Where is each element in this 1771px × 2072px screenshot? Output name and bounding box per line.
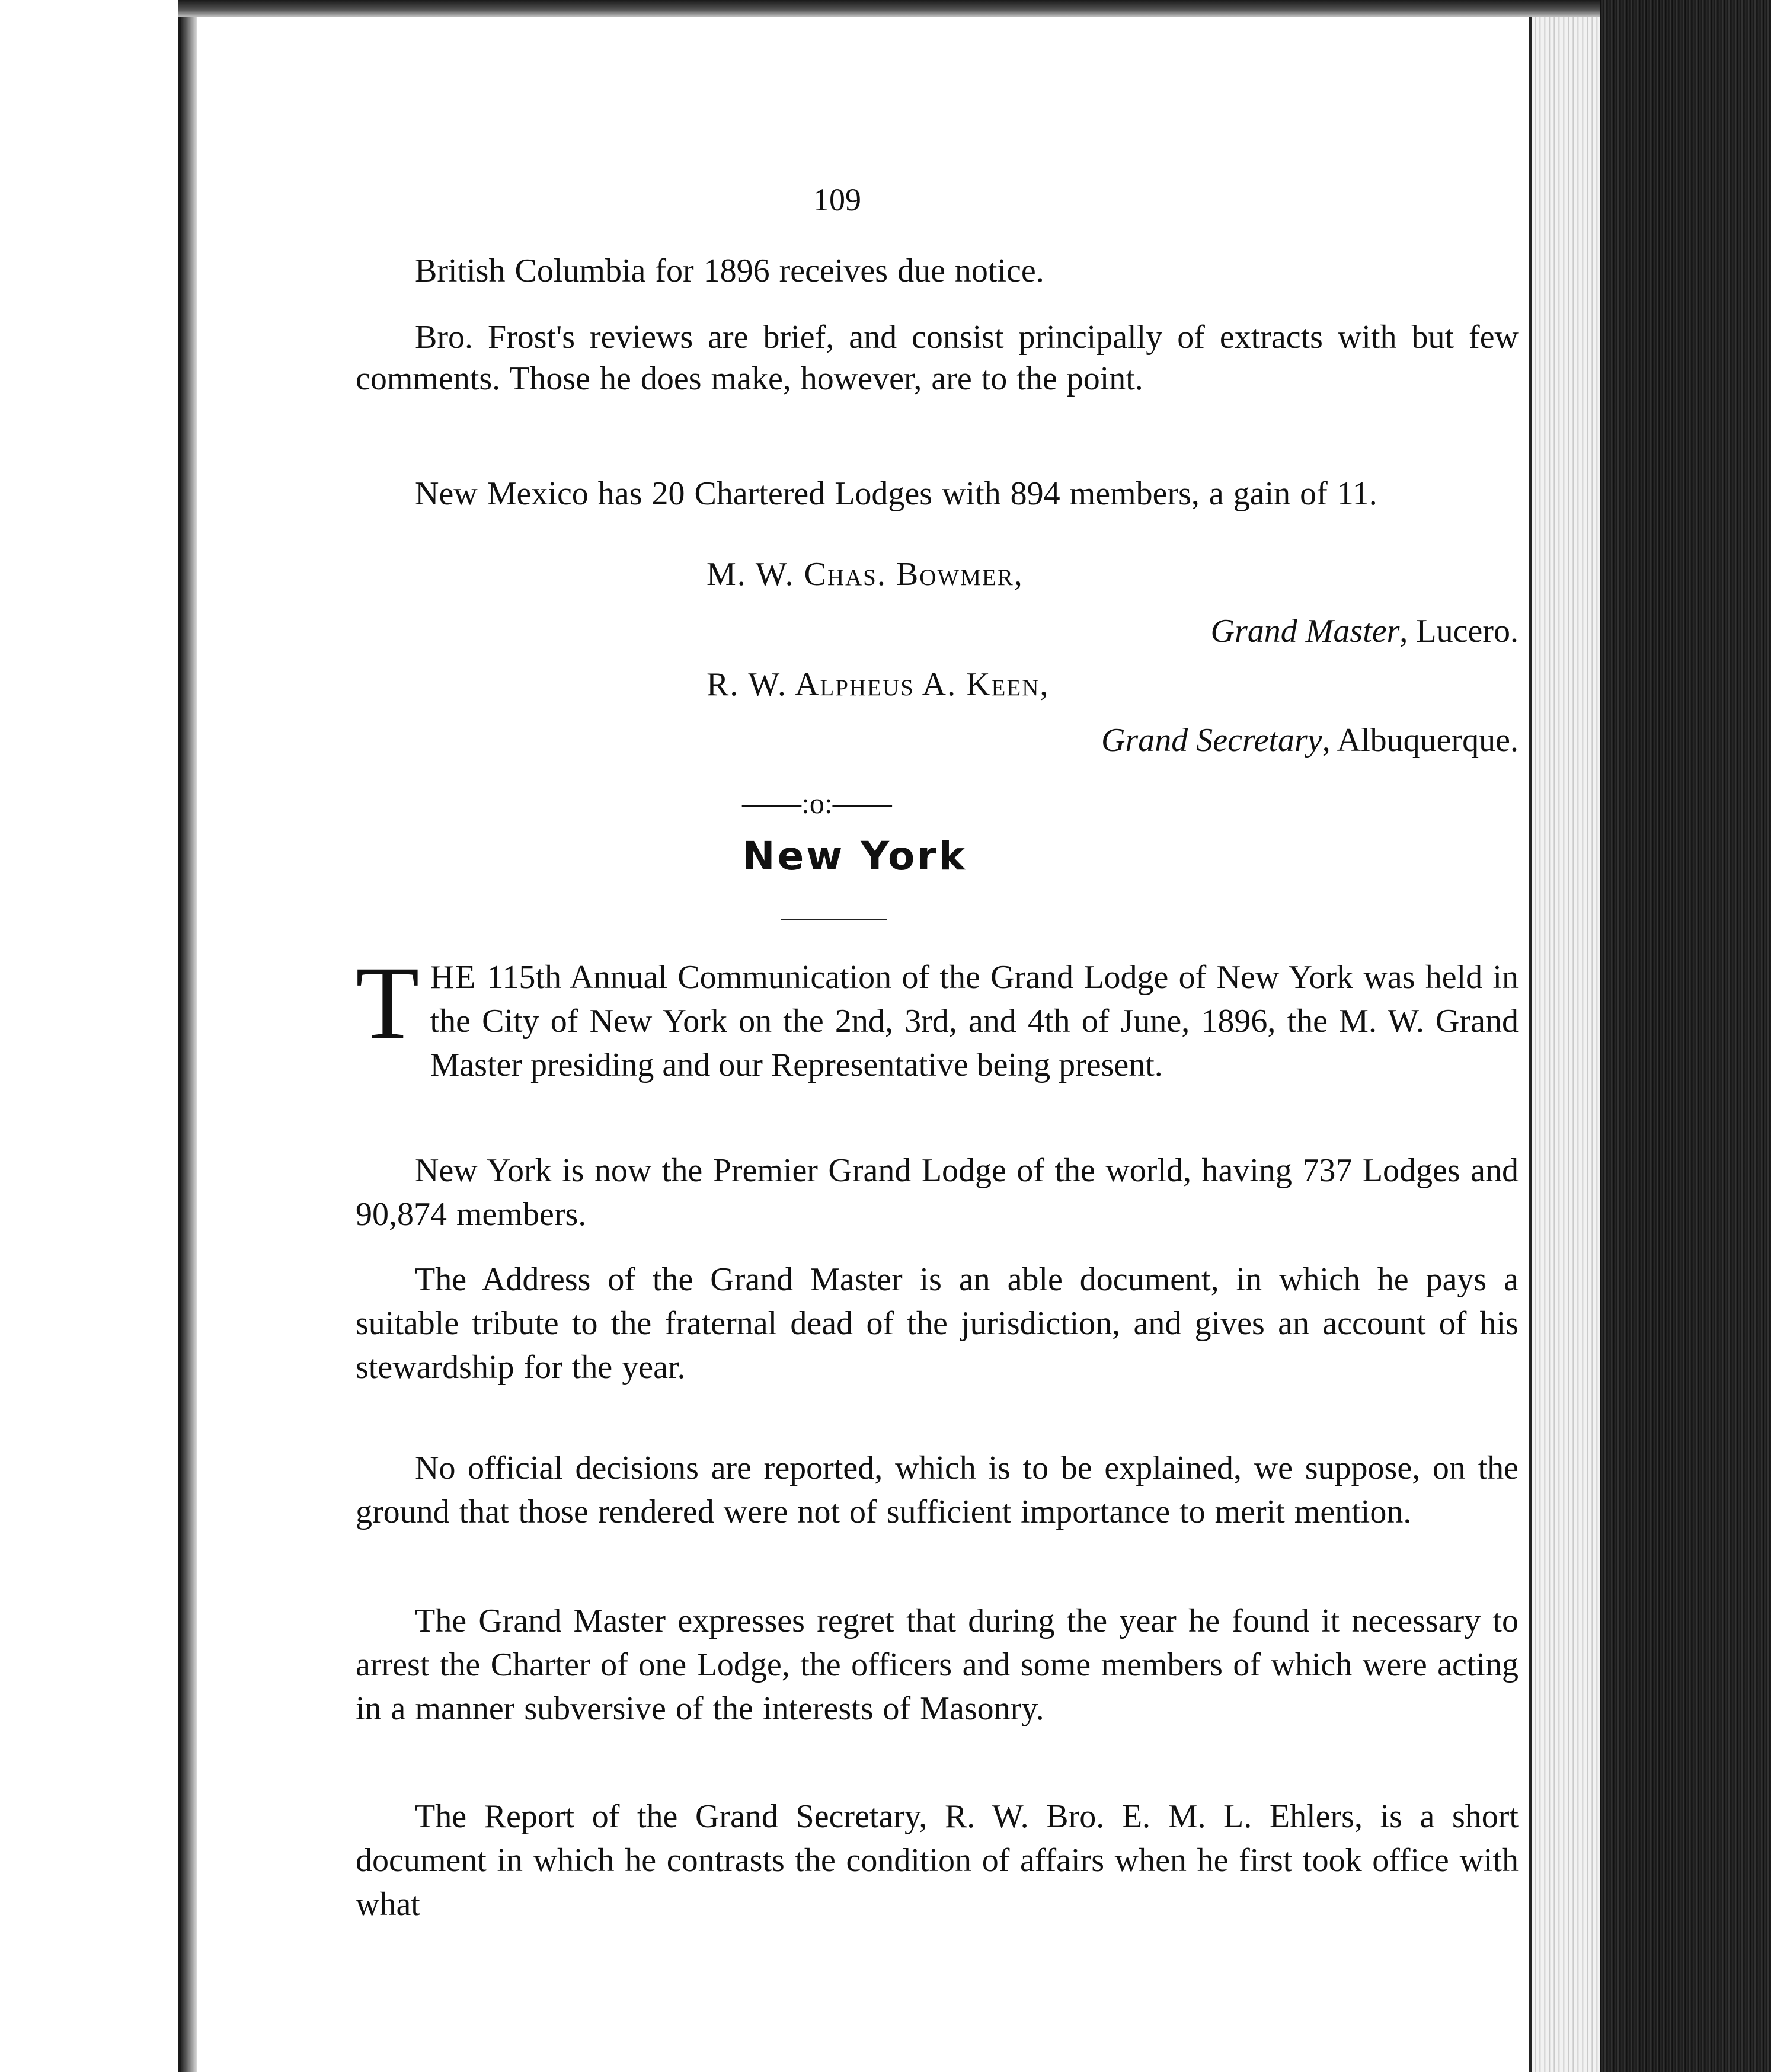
section-title: New York (742, 833, 967, 879)
page-number: 109 (813, 182, 861, 218)
left-page-edge (0, 0, 181, 2072)
page-top-edge (178, 0, 1600, 17)
drop-cap: T (356, 945, 420, 1061)
signature-title-grand-master (1211, 609, 1519, 653)
book-cover-edge (1600, 0, 1771, 2072)
book-page (197, 17, 1529, 2072)
signature-place: , Lucero. (1399, 613, 1519, 650)
signature-title-grand-secretary (1101, 718, 1519, 762)
paragraph-british-columbia: British Columbia for 1896 receives due notice. (415, 252, 1044, 289)
paragraph-grand-secretary-report: The Report of the Grand Secretary, R. W. Bro. E. M. L. Ehlers, is a short document in which he contrasts the condition of affairs when he first took office with what (356, 1798, 1519, 1923)
paragraph-bro-frost: Bro. Frost's reviews are brief, and consist principally of extracts with but few comments. Those he does make, however, are to the point. (356, 319, 1519, 397)
signature-name-grand-master: M. W. Chas. Bowmer, (707, 556, 1024, 593)
page-stack-edges (1529, 17, 1603, 2072)
section-separator: ——:o:—— (742, 786, 892, 820)
lead-word: HE (430, 959, 477, 996)
paragraph-charter-arrest: The Grand Master expresses regret that during the year he found it necessary to arrest the Charter of one Lodge, the officers and some members of which were acting in a manner subversive of the interests of Masonry. (356, 1603, 1519, 1727)
signature-place: , Albuquerque. (1322, 722, 1519, 759)
signature-role: Grand Secretary (1101, 722, 1322, 759)
paragraph-grand-master-address: The Address of the Grand Master is an able document, in which he pays a suitable tribute to the fraternal dead of the jurisdiction, and gives an account of his stewardship for the year. (356, 1261, 1519, 1386)
signature-name-grand-secretary: R. W. Alpheus A. Keen, (707, 666, 1050, 703)
paragraph-annual-communication (356, 945, 1519, 1087)
signature-role: Grand Master (1210, 613, 1400, 650)
title-underline (781, 919, 887, 920)
paragraph-official-decisions: No official decisions are reported, which is to be explained, we suppose, on the ground that those rendered were not of sufficient importance to merit mention. (356, 1450, 1519, 1530)
paragraph-text: 115th Annual Communication of the Grand Lodge of New York was held in the City of New York on the 2nd, 3rd, and 4th of June, 1896, the M. W. Grand Master presiding and our Representative being present. (430, 959, 1519, 1083)
paragraph-premier-grand-lodge: New York is now the Premier Grand Lodge of the world, having 737 Lodges and 90,874 members. (356, 1152, 1519, 1233)
book-gutter (181, 0, 197, 2072)
paragraph-new-mexico: New Mexico has 20 Chartered Lodges with 894 members, a gain of 11. (415, 475, 1377, 512)
